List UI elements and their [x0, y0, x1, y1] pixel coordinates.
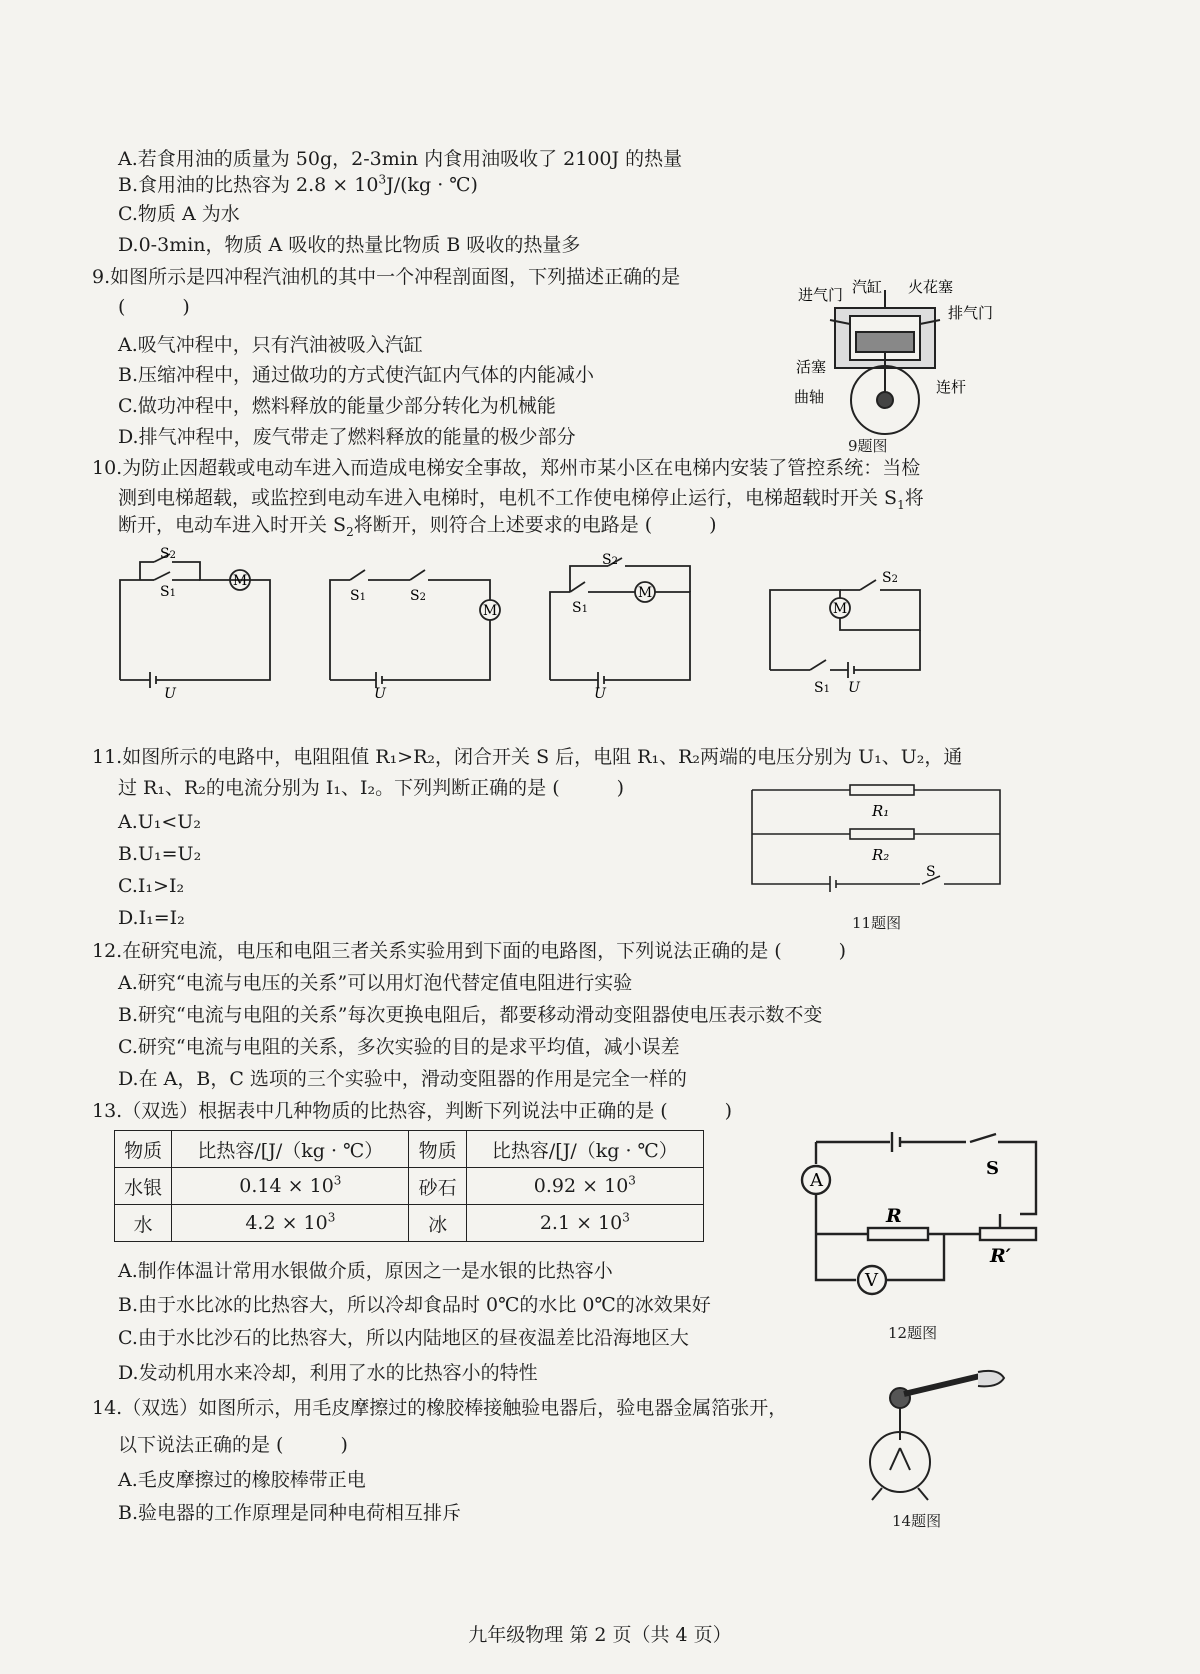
- q9-option-d: D.排气冲程中，废气带走了燃料释放的能量的极少部分: [118, 426, 576, 448]
- q10-d-s1: S1: [814, 680, 830, 696]
- q9-figure-caption: 9题图: [848, 437, 888, 455]
- page-footer: 九年级物理 第 2 页（共 4 页）: [468, 1624, 732, 1646]
- label-piston: 活塞: [796, 358, 827, 376]
- q8-option-d: D.0-3min，物质 A 吸收的热量比物质 B 吸收的热量多: [118, 234, 581, 256]
- q10-d-battery: U: [848, 680, 860, 696]
- q10-a-motor: M: [232, 573, 248, 589]
- q11-stem-line1: 11.如图所示的电路中，电阻阻值 R₁>R₂，闭合开关 S 后，电阻 R₁、R₂两端的电压分别为 U₁、U₂，通: [92, 746, 963, 768]
- table-header-cell: 物质: [115, 1131, 172, 1168]
- q11-circuit-figure: [750, 782, 1010, 892]
- q10-b-battery: U: [374, 686, 386, 702]
- q10-c-s2: S2: [602, 552, 618, 568]
- q14-option-a: A.毛皮摩擦过的橡胶棒带正电: [118, 1469, 366, 1491]
- table-row: [115, 1205, 704, 1242]
- q11-r1-label: R₁: [872, 802, 890, 820]
- q13-option-b: B.由于水比冰的比热容大，所以冷却食品时 0℃的水比 0℃的冰效果好: [118, 1294, 711, 1316]
- table-cell: $2.1 \times 10^3$: [466, 1205, 703, 1242]
- label-cylinder: 汽缸: [852, 278, 883, 296]
- q12-stem: 12.在研究电流，电压和电阻三者关系实验用到下面的电路图，下列说法正确的是 ( ): [92, 940, 847, 962]
- q13-option-a: A.制作体温计常用水银做介质，原因之一是水银的比热容小: [118, 1260, 613, 1282]
- q12-switch-label: S: [986, 1158, 999, 1179]
- q8-option-c: C.物质 A 为水: [118, 203, 240, 225]
- table-header-row: [115, 1131, 704, 1168]
- label-exhaust: 排气门: [948, 304, 994, 322]
- q11-option-b: B.U₁=U₂: [118, 843, 202, 865]
- q12-voltmeter-label: V: [865, 1270, 878, 1291]
- q10-c-battery: U: [594, 686, 606, 702]
- q14-figure-caption: 14题图: [892, 1512, 942, 1530]
- table-cell: 砂石: [409, 1168, 466, 1205]
- q11-option-d: D.I₁=I₂: [118, 907, 185, 929]
- table-header-cell: 比热容/[J/（kg · ℃）: [466, 1131, 703, 1168]
- q12-figure-caption: 12题图: [888, 1324, 938, 1342]
- q10-a-s1: S1: [160, 584, 176, 600]
- q12-option-d: D.在 A，B，C 选项的三个实验中，滑动变阻器的作用是完全一样的: [118, 1068, 687, 1090]
- q10-c-motor: M: [637, 585, 653, 601]
- q10-b-s1: S1: [350, 588, 366, 604]
- table-header-cell: 物质: [409, 1131, 466, 1168]
- q8-option-a: A.若食用油的质量为 50g，2-3min 内食用油吸收了 2100J 的热量: [118, 148, 683, 170]
- q14-stem-line2: 以下说法正确的是 ( ): [118, 1434, 348, 1456]
- specific-heat-table: [114, 1130, 704, 1242]
- q9-option-c: C.做功冲程中，燃料释放的能量少部分转化为机械能: [118, 395, 556, 417]
- q14-option-b: B.验电器的工作原理是同种电荷相互排斥: [118, 1502, 462, 1524]
- table-cell: $4.2 \times 10^3$: [172, 1205, 409, 1242]
- table-cell: 冰: [409, 1205, 466, 1242]
- table-cell: $0.14 \times 10^3$: [172, 1168, 409, 1205]
- q10-stem-line1: 10.为防止因超载或电动车进入而造成电梯安全事故，郑州市某小区在电梯内安装了管控系统：当检: [92, 457, 921, 479]
- q12-option-a: A.研究“电流与电压的关系”可以用灯泡代替定值电阻进行实验: [118, 972, 633, 994]
- q12-circuit-figure: [800, 1130, 1040, 1310]
- label-connecting-rod: 连杆: [936, 378, 967, 396]
- q10-c-s1: S1: [572, 600, 588, 616]
- q13-option-d: D.发动机用水来冷却，利用了水的比热容小的特性: [118, 1362, 538, 1384]
- table-cell: 水: [115, 1205, 172, 1242]
- q9-option-a: A.吸气冲程中，只有汽油被吸入汽缸: [118, 334, 423, 356]
- q12-option-c: C.研究“电流与电阻的关系，多次实验的目的是求平均值，减小误差: [118, 1036, 680, 1058]
- q11-r2-label: R₂: [872, 846, 890, 864]
- q10-b-motor: M: [482, 603, 498, 619]
- q11-option-a: A.U₁<U₂: [118, 811, 201, 833]
- q10-a-battery: U: [164, 686, 176, 702]
- q11-figure-caption: 11题图: [852, 914, 902, 932]
- q12-rheostat-label: R′: [990, 1245, 1011, 1267]
- label-intake: 进气门: [798, 286, 844, 304]
- table-row: [115, 1168, 704, 1205]
- q10-d-motor: M: [832, 601, 848, 617]
- label-spark-plug: 火花塞: [908, 278, 954, 296]
- q10-stem-line3: 断开，电动车进入时开关 $S_2$将断开，则符合上述要求的电路是 ( ): [118, 514, 717, 539]
- table-cell: 水银: [115, 1168, 172, 1205]
- label-crankshaft: 曲轴: [794, 388, 825, 406]
- q13-stem: 13.（双选）根据表中几种物质的比热容，判断下列说法中正确的是 ( ): [92, 1100, 733, 1122]
- q8-option-b: B.食用油的比热容为 $2.8 \times 10^3J/(kg$ · ℃): [118, 172, 478, 196]
- q11-stem-line2: 过 R₁、R₂的电流分别为 I₁、I₂。下列判断正确的是 ( ): [118, 777, 625, 799]
- q10-a-s2: S2: [160, 546, 176, 562]
- q9-engine-figure: [790, 280, 1020, 460]
- table-header-cell: 比热容/[J/（kg · ℃）: [172, 1131, 409, 1168]
- q12-option-b: B.研究“电流与电阻的关系”每次更换电阻后，都要移动滑动变阻器使电压表示数不变: [118, 1004, 823, 1026]
- electroscope-figure: [860, 1370, 1010, 1505]
- q12-resistor-label: R: [886, 1205, 902, 1227]
- table-cell: $0.92 \times 10^3$: [466, 1168, 703, 1205]
- q11-switch-label: S: [926, 864, 936, 880]
- q11-option-c: C.I₁>I₂: [118, 875, 185, 897]
- q14-stem-line1: 14.（双选）如图所示，用毛皮摩擦过的橡胶棒接触验电器后，验电器金属箔张开，: [92, 1397, 788, 1419]
- q9-answer-blank: ( ): [118, 296, 190, 318]
- q12-ammeter-label: A: [810, 1170, 823, 1191]
- q9-option-b: B.压缩冲程中，通过做功的方式使汽缸内气体的内能减小: [118, 364, 595, 386]
- q10-d-s2: S2: [882, 570, 898, 586]
- q9-stem: 9.如图所示是四冲程汽油机的其中一个冲程剖面图，下列描述正确的是: [92, 266, 681, 288]
- q10-b-s2: S2: [410, 588, 426, 604]
- q10-circuit-options: [110, 546, 1050, 702]
- q10-stem-line2: 测到电梯超载，或监控到电动车进入电梯时，电机不工作使电梯停止运行，电梯超载时开关 $S_1$将: [118, 487, 924, 512]
- q13-option-c: C.由于水比沙石的比热容大，所以内陆地区的昼夜温差比沿海地区大: [118, 1327, 689, 1349]
